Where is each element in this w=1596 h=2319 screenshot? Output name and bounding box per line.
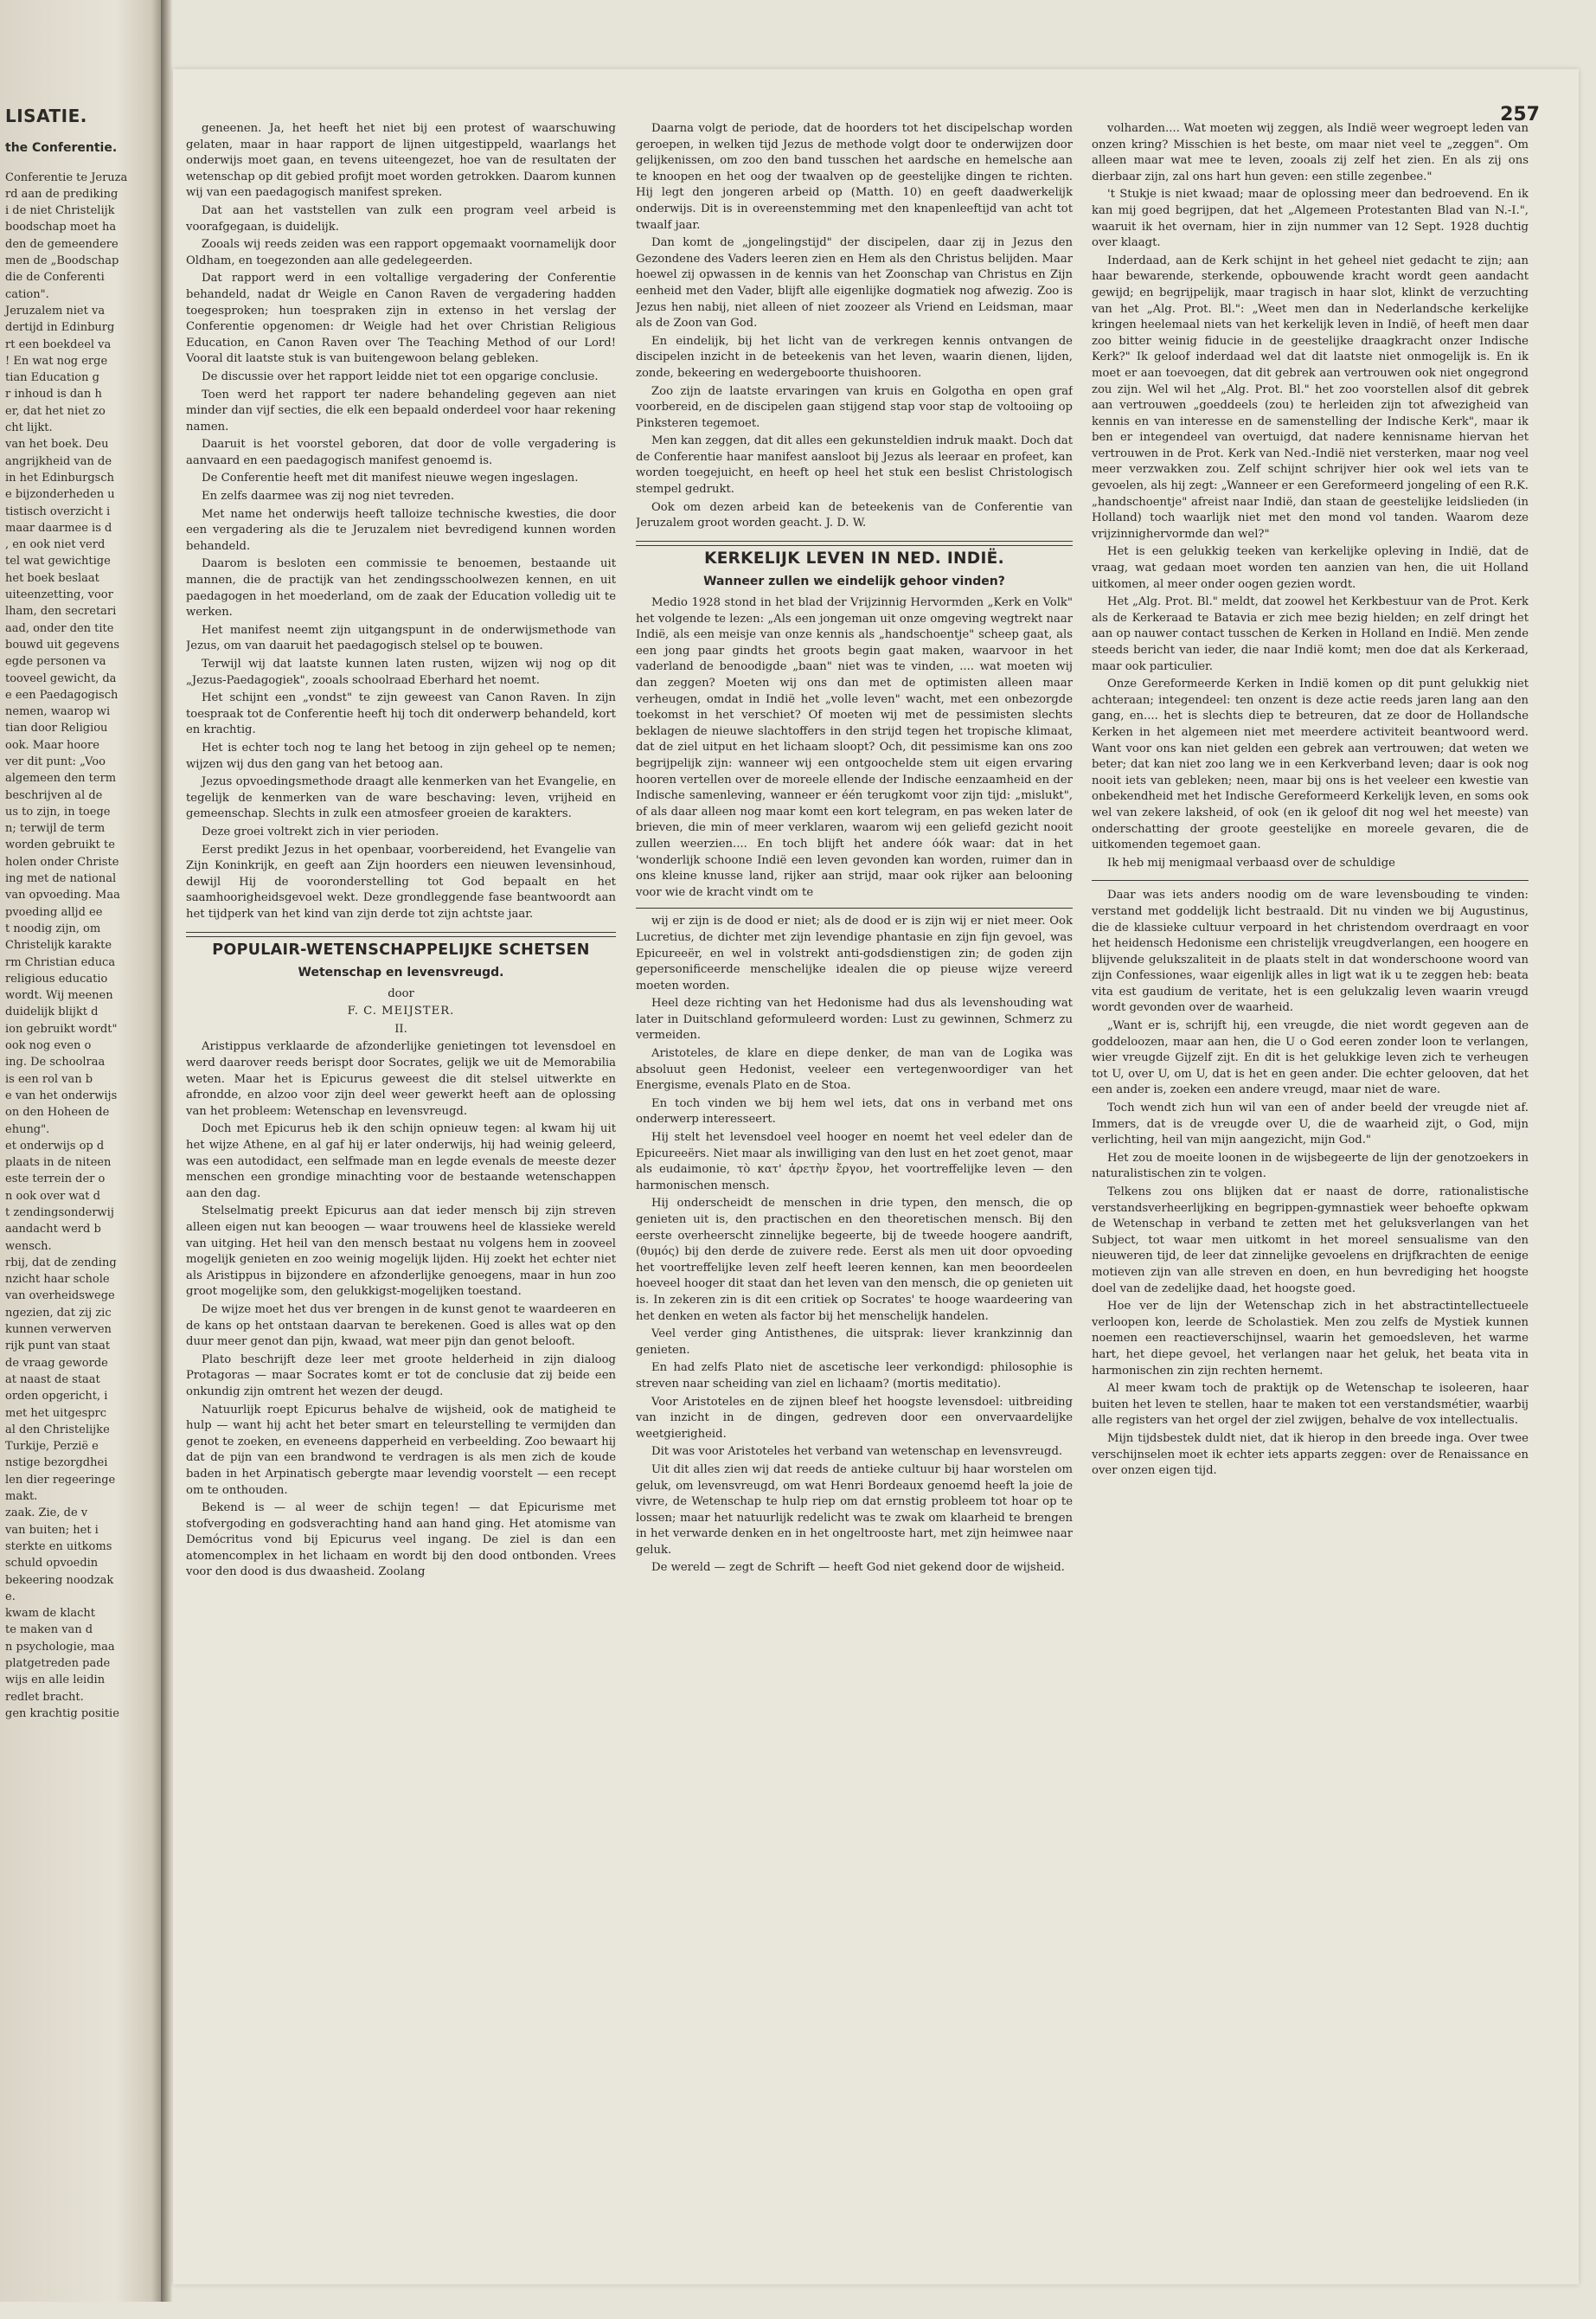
paragraph: Medio 1928 stond in het blad der Vrijzinnig Hervormden „Kerk en Volk" het volgende te lezen: „Als een jongeman uit onze omgeving wegtrekt naar Indië, als een meisje van onze kennis als „handschoentje" scheep gaat, als een jong paar gindts het groots begin gaat maken, waarvoor in het vaderland de benoodigde „baan" niet was te vinden, .... wat moeten wij dan zeggen? Moeten wij ons dan met de optimisten alleen maar verheugen, omdat in Indië het „volle leven" wacht, met een onbezorgde toekomst in het verschiet? Of moeten wij met de pessimisten slechts beklagen de nieuwe slachtoffers in den strijd tegen het tropische klimaat, dat de ziel uitput en het lichaam sloopt? Och, dit pessimisme kan ons zoo begrijpelijk zijn: wanneer wij een ontgoochelde stem uit eigen ervaring hooren vertellen over de moreele ellende der Indische eenzaamheid en der Indische samenleving, wanneer er één terugkomt voor zijn tijd: „mislukt", of als daar alleen nog maar komt een kort telegram, en pas weken later de brieven, die min of meer verklaren, waarom wij een geliefd gezicht nooit zullen weerzien.... En toch blijft het andere óók waar: dat in het 'wonderlijk schoone Indië een leven gevonden kan worden, ruimer dan in ons kleine knusse land, rijker aan strijd, maar ook rijker aan belooning voor wie de kracht vindt om te	[636, 596, 1073, 899]
fragment-line: er, dat het niet zo	[5, 404, 106, 418]
fragment-line: nstige bezorgdhei	[5, 1456, 108, 1470]
fragment-line: t zendingsonderwij	[5, 1206, 114, 1219]
paragraph: 't Stukje is niet kwaad; maar de oplossing meer dan bedroevend. En ik kan mij goed begrijpen, dat het „Algemeen Protestanten Blad van N.-I.", waaruit ik het overnam, hier in zijn nummer van 12 Sept. 1928 duchtig over klaagt.	[1092, 188, 1529, 250]
paragraph: Dit was voor Aristoteles het verband van wetenschap en levensvreugd.	[651, 1445, 1063, 1459]
kerkelijk-section-title: KERKELIJK LEVEN IN NED. INDIË.	[704, 549, 1004, 568]
paragraph: Bekend is — al weer de schijn tegen! — dat Epicurisme met stofvergoding en godsverachting hand aan hand ging. Het atomisme van Demócritus vond bij Epicurus veel ingang. De ziel is dan een atomencomplex in het lichaam en wordt bij den dood ontbonden. Vrees voor den dood is dus dwaasheid. Zoolang	[186, 1501, 616, 1579]
fragment-line: van overheidswege	[5, 1289, 115, 1303]
previous-page-fragment	[0, 0, 164, 2302]
fragment-line: redlet bracht.	[5, 1690, 84, 1704]
fragment-line: rd aan de prediking	[5, 187, 119, 201]
fragment-line: ver dit punt: „Voo	[5, 755, 106, 768]
fragment-line: n; terwijl de term	[5, 822, 106, 836]
paragraph: Aristoteles, de klare en diepe denker, de man van de Logika was absoluut geen Hedonist, veeleer een vertegenwoordiger van het Energisme, evenals Plato en de Stoa.	[636, 1047, 1073, 1093]
fragment-line: ! En wat nog erge	[5, 354, 108, 368]
column-3-continued-text	[1092, 888, 1529, 1479]
paragraph: Doch met Epicurus heb ik den schijn opnieuw tegen: al kwam hij uit het wijze Athene, en al gaf hij er later onderwijs, hij had weinig geleerd, was een autodidact, een selfmade man en legde evenals de meeste dezer menschen een grondige minachting voor de bestaande wetenschappen aan den dag.	[186, 1122, 616, 1200]
fragment-line: maar daarmee is d	[5, 521, 112, 535]
paragraph: Terwijl wij dat laatste kunnen laten rusten, wijzen wij nog op dit „Jezus-Paedagogiek", zooals schoolraad Eberhard het noemt.	[186, 658, 616, 687]
fragment-line: holen onder Christe	[5, 855, 119, 869]
fragment-line: n ook over wat d	[5, 1189, 100, 1203]
paragraph: Hij stelt het levensdoel veel hooger en noemt het veel edeler dan de Epicureeërs. Niet maar als inwilliging van den lust en het zoet genot, maar als eudaimonie, τὸ κατ' ἀρετὴν ἔργον, het voortreffelijke leven — den harmonischen mensch.	[636, 1131, 1073, 1192]
fragment-line: ook nog even o	[5, 1039, 92, 1053]
fragment-line: tian door Religiou	[5, 722, 108, 736]
byline-author: F. C. MEIJSTER.	[347, 1005, 455, 1018]
fragment-line: i de niet Christelijk	[5, 204, 115, 218]
fragment-line: in het Edinburgsch	[5, 471, 114, 485]
paragraph: Zooals wij reeds zeiden was een rapport opgemaakt voornamelijk door Oldham, en toegezonden aan alle gedelegeerden.	[186, 238, 616, 267]
section-divider	[636, 541, 1073, 542]
fragment-line: len dier regeeringe	[5, 1473, 116, 1487]
fragment-line: is een rol van b	[5, 1072, 93, 1086]
paragraph: „Want er is, schrijft hij, een vreugde, die niet wordt gegeven aan de goddeloozen, maar aan hen, die U o God eeren zonder loon te verlangen, wier vreugde Gijzelf zijt. En dit is het gelukkige leven zich te verheugen tot U, over U, om U, dat is het en geen ander. Die echter gelooven, dat het een ander is, zoeken een andere vreugd, maar niet de ware.	[1092, 1019, 1529, 1097]
fragment-line: cation".	[5, 287, 49, 301]
gutter-shadow	[161, 0, 173, 2302]
paragraph: De discussie over het rapport leidde niet tot een opgarige conclusie.	[202, 369, 599, 383]
fragment-line: Christelijk karakte	[5, 939, 112, 953]
paragraph: Het „Alg. Prot. Bl." meldt, dat zoowel het Kerkbestuur van de Prot. Kerk als de Kerkeraad te Batavia er zich mee bezig hielden; en zelf dringt het aan op nauwer contact tusschen de Kerken in Holland en Indië. Men zende steeds bericht van ieder, die naar Indië komt; men doe dat als Kerkeraad, maar ook particulier.	[1092, 595, 1529, 673]
fragment-line: us to zijn, in toege	[5, 805, 111, 819]
fragment-line: men de „Boodschap	[5, 254, 119, 268]
paragraph: Aristippus verklaarde de afzonderlijke genietingen tot levensdoel en werd daarover reeds berispt door Socrates, gelijk we uit de Memorabilia weten. Maar het is Epicurus geweest die dit stelsel uitwerkte en afrondde, en alzoo voor zijn deel weer gewerkt heeft aan de oplossing van het probleem: Wetenschap en levensvreugd.	[186, 1040, 616, 1118]
fragment-line: rm Christian educa	[5, 955, 116, 969]
paragraph: Jezus opvoedingsmethode draagt alle kenmerken van het Evangelie, en tegelijk de kenmerken van de ware beschaving: leven, vrijheid en gemeenschap. Slechts in zulk een atmosfeer groeien de karakters.	[186, 775, 616, 821]
fragment-line: met het uitgesprc	[5, 1406, 107, 1420]
fragment-line: wijs en alle leidin	[5, 1673, 106, 1687]
column-2-continued-text	[636, 914, 1073, 1577]
fragment-line: nzicht haar schole	[5, 1273, 110, 1287]
fragment-line: worden gebruikt te	[5, 838, 115, 852]
paragraph: Daarom is besloten een commissie te benoemen, bestaande uit mannen, die de practijk van het zendingsschoolwezen kennen, en uit paedagogen in het moederland, om de zaak der Education volledig uit te werken.	[186, 557, 616, 620]
paragraph: En eindelijk, bij het licht van de verkregen kennis ontvangen de discipelen inzicht in de beteekenis van het leven, waarin dienen, lijden, zonde, bekeering en wedergeboorte thuishooren.	[636, 334, 1073, 380]
fragment-line: ook. Maar hoore	[5, 738, 99, 752]
fragment-line: ion gebruikt wordt"	[5, 1022, 118, 1036]
paragraph: Mijn tijdsbestek duldt niet, dat ik hierop in den breede inga. Over twee verschijnselen moet ik echter iets apparts zeggen: over de Renaissance en over onzen eigen tijd.	[1092, 1431, 1529, 1478]
fragment-line: aandacht werd b	[5, 1223, 101, 1237]
fragment-line: uiteenzetting, voor	[5, 588, 113, 602]
newspaper-page	[173, 69, 1579, 2284]
section-divider	[636, 908, 1073, 909]
fragment-line: bekeering noodzak	[5, 1573, 114, 1587]
fragment-heading: LISATIE.	[5, 106, 87, 126]
paragraph: Stelselmatig preekt Epicurus aan dat ieder mensch bij zijn streven alleen eigen nut kan beoogen — waar trouwens heel de klassieke wereld van uitging. Het heil van den mensch bestaat nu volgens hem in zooveel mogelijk genieten en zoo weinig mogelijk lijden. Hij zoekt het echter niet als Aristippus in bijzondere en afzonderlijke genoegens, maar in hun zoo groot mogelijke som, den gelukkigst-mogelijken toestand.	[186, 1204, 616, 1299]
paragraph: Al meer kwam toch de praktijk op de Wetenschap te isoleeren, haar buiten het leven te stellen, haar te maken tot een verstandsmétier, waarbij alle registers van het orgel der ziel zwijgen, behalve de vox intellectualis.	[1092, 1382, 1529, 1428]
kerkelijk-subtitle: Wanneer zullen we eindelijk gehoor vinden?	[703, 575, 1005, 589]
paragraph: Zoo zijn de laatste ervaringen van kruis en Golgotha en open graf voorbereid, en de discipelen gaan stijgend stap voor stap de voltooiing op Pinksteren tegemoet.	[636, 384, 1073, 430]
paragraph: Met name het onderwijs heeft talloize technische kwesties, die door een vergadering als die te Jeruzalem niet bevredigend kunnen worden behandeld.	[186, 507, 616, 553]
fragment-line: ing met de national	[5, 872, 117, 886]
paragraph: Men kan zeggen, dat dit alles een gekunsteldien indruk maakt. Doch dat de Conferentie haar manifest aansloot bij Jezus als leeraar en profeet, kan worden toegejuicht, en heeft op heel het stuk een beslist Christologisch stempel gedrukt.	[636, 434, 1073, 497]
fragment-line: schuld opvoedin	[5, 1557, 99, 1571]
fragment-line: Turkije, Perzië e	[5, 1440, 99, 1454]
paragraph: Het schijnt een „vondst" te zijn geweest van Canon Raven. In zijn toespraak tot de Conferentie heeft hij toch dit onderwerp behandeld, kort en krachtig.	[186, 691, 616, 737]
paragraph: Onze Gereformeerde Kerken in Indië komen op dit punt gelukkig niet achteraan; integendeel: ten onzent is deze actie reeds jaren lang aan den gang, en.... het is slechts diep te betreuren, dat ze door de Hollandsche Kerken in het algemeen niet met meerdere activiteit beantwoord werd. Want voor ons kan niet gelden een gebrek aan vertrouwen; dat weten we beter; dat kan niet zoo lang we in een Kerkverband leven; daar is ook nog nooit iets van gebleken; neen, maar bij ons is het veeleer een kwestie van onbekendheid met het Indische Gereformeerd Kerkelijk leven, en soms ook wel van zekere laksheid, of ook (en ik geloof dit nog wel het meeste) van onderschatting der groote geestelijke en moreele gevaren, die de uitkomenden tegemoet gaan.	[1092, 678, 1529, 852]
fragment-line: ehung".	[5, 1122, 50, 1136]
section-divider	[186, 936, 616, 937]
fragment-line: lham, den secretari	[5, 605, 117, 619]
column-1	[186, 121, 616, 2319]
fragment-line: cht lijkt.	[5, 421, 53, 435]
column-2	[636, 121, 1073, 2319]
article-title: Wetenschap en levensvreugd.	[298, 966, 504, 980]
paragraph: De Conferentie heeft met dit manifest nieuwe wegen ingeslagen.	[202, 472, 579, 485]
byline-door: door	[388, 986, 414, 1000]
paragraph: De wereld — zegt de Schrift — heeft God niet gekend door de wijsheid.	[651, 1561, 1065, 1575]
fragment-line: boodschap moet ha	[5, 221, 117, 234]
fragment-line: e van het onderwijs	[5, 1089, 118, 1102]
fragment-line: van het boek. Deu	[5, 438, 109, 452]
fragment-line: Jeruzalem niet va	[5, 304, 106, 318]
paragraph: Hoe ver de lijn der Wetenschap zich in het abstractintellectueele verloopen kon, leerde de Scholastiek. Men zou zelfs de Mystiek kunnen noemen een reactieverschijnsel, waarin het gemoedsleven, het warme hart, het diepe gevoel, het verlangen naar het geluk, het beata vita in harmonischen zin zijn rechten hernemt.	[1092, 1300, 1529, 1378]
paragraph: Dat aan het vaststellen van zulk een program veel arbeid is voorafgegaan, is duidelijk.	[186, 203, 616, 234]
fragment-line: kunnen verwerven	[5, 1323, 112, 1337]
fragment-line: beschrijven al de	[5, 788, 103, 802]
paragraph: Het is echter toch nog te lang het betoog in zijn geheel op te nemen; wijzen wij dus den gang van het betoog aan.	[186, 741, 616, 771]
paragraph: volharden.... Wat moeten wij zeggen, als Indië weer wegroept leden van onzen kring? Misschien is het beste, om maar niet veel te „zeggen". Om alleen maar wat mee te leven, zooals zij zelf het zien. En als zij ons dierbaar zijn, zal ons hart hun geven: een stille zegenbee."	[1092, 122, 1529, 183]
fragment-line: wordt. Wij meenen	[5, 989, 113, 1003]
fragment-line: n psychologie, maa	[5, 1640, 115, 1654]
fragment-line: rbij, dat de zending	[5, 1256, 117, 1269]
fragment-line: religious educatio	[5, 972, 108, 986]
section-divider	[1092, 880, 1529, 881]
fragment-line: at naast de staat	[5, 1372, 100, 1386]
fragment-subheading: the Conferentie.	[5, 141, 118, 156]
paragraph: Ook om dezen arbeid kan de beteekenis van de Conferentie van Jeruzalem groot worden geacht. J. D. W.	[636, 500, 1073, 530]
paragraph: Daarna volgt de periode, dat de hoorders tot het discipelschap worden geroepen, in welken tijd Jezus de methode volgt door te onderwijzen door gelijkenissen, om zoo den band tusschen het aardsche en hemelsche aan te knoopen en het oog der twaalven op de geestelijke dingen te richten. Hij legt den jongeren arbeid op (Matth. 10) en geeft daadwerkelijk onderwijs. Dit is in overeenstemming met den knapenleeftijd van acht tot twaalf jaar.	[636, 122, 1073, 232]
popular-section-title: POPULAIR-WETENSCHAPPELIJKE SCHETSEN	[212, 941, 590, 959]
fragment-line: al den Christelijke	[5, 1423, 110, 1436]
fragment-line: gen krachtig positie	[5, 1706, 119, 1720]
column-3	[1092, 121, 1529, 2319]
section-divider	[186, 932, 616, 933]
paragraph: Heel deze richting van het Hedonisme had dus als levenshouding wat later in Duitschland geformuleerd worden: Lust zu gewinnen, Schmerz zu vermeiden.	[636, 997, 1073, 1043]
paragraph: Toen werd het rapport ter nadere behandeling gegeven aan niet minder dan vijf secties, die elk een bepaald onderdeel voor haar rekening namen.	[186, 388, 616, 434]
kerkelijk-article-text	[636, 595, 1073, 901]
fragment-line: egde personen va	[5, 655, 106, 669]
page-number: 257	[1500, 104, 1540, 125]
fragment-line: ngezien, dat zij zic	[5, 1306, 112, 1320]
fragment-line: van opvoeding. Maa	[5, 889, 120, 903]
fragment-line: angrijkheid van de	[5, 454, 112, 468]
fragment-line: duidelijk blijkt d	[5, 1005, 99, 1019]
fragment-line: pvoeding alljd ee	[5, 905, 103, 919]
paragraph: wij er zijn is de dood er niet; als de dood er is zijn wij er niet meer. Ook Lucretius, de dichter met zijn levendige phantasie en zijn fijn gevoel, was Epicureeër, en wel in volstrekt anti-godsdienstigen zin; de goden zijn gepersonificeerde menschelijke idealen die op pieuse wijze vereerd moeten worden.	[636, 915, 1073, 992]
fragment-line: van buiten; het i	[5, 1523, 99, 1537]
fragment-line: de vraag geworde	[5, 1356, 108, 1370]
paragraph: Voor Aristoteles en de zijnen bleef het hoogste levensdoel: uitbreiding van inzicht in de dingen, gedreven door een onvervaardelijke weetgierigheid.	[636, 1395, 1073, 1441]
paragraph: Hij onderscheidt de menschen in drie typen, den mensch, die op genieten uit is, den practischen en den theoretischen mensch. Bij den eerste overheerscht zinnelijke begeerte, bij de tweede hoogere aandrift, (θυμός) bij den derde de zuivere rede. Eerst als men uit door opvoeding het voortreffelijke leven zelf heeft leeren kennen, kan men beoordeelen hoeveel hooger dit staat dan het leven van den mensch, die op genieten uit is. In zekeren zin is dit een critiek op Socrates' te hooge waardeering van het denken en weten als factor bij het menschelijk handelen.	[636, 1197, 1073, 1323]
fragment-line: zaak. Zie, de v	[5, 1506, 88, 1520]
column-2-text	[636, 121, 1073, 532]
paragraph: Daar was iets anders noodig om de ware levensbouding te vinden: verstand met goddelijk licht bestraald. Dit nu vinden we bij Augustinus, die de klassieke cultuur verpoard in het christendom overdraagt en voor het heidensch Hedonisme een christelijk vreugdverlangen, een hoogere en blijvende gelukszaliteit in de plaats stelt in dat wonderschoone woord van zijn Confessiones, waar eigenlijk alles in ligt wat ik u te zeggen heb: beata vita est gaudium de veritate, het is een gelukzalig leven waarin vreugd wordt gevonden over de waarheid.	[1092, 889, 1529, 1015]
paragraph: Ik heb mij menigmaal verbaasd over de schuldige	[1107, 856, 1395, 870]
paragraph: Eerst predikt Jezus in het openbaar, voorbereidend, het Evangelie van Zijn Koninkrijk, en geeft aan Zijn hoorders een nieuwen levensinhoud, dewijl Hij de vooronderstelling tot God bepaalt en het saamhoorigheidsgevoel wekt. Deze grondleggende fase beantwoordt aan het tijdperk van het kind van zijn derde tot zijn achtste jaar.	[186, 843, 616, 921]
popular-article-text	[186, 1039, 616, 1581]
fragment-line: e bijzonderheden u	[5, 488, 115, 502]
fragment-line: die de Conferenti	[5, 271, 105, 285]
paragraph: En toch vinden we bij hem wel iets, dat ons in verband met ons onderwerp interesseert.	[636, 1096, 1073, 1127]
fragment-lines	[5, 170, 157, 1723]
fragment-line: e.	[5, 1590, 16, 1603]
fragment-line: on den Hoheen de	[5, 1106, 110, 1120]
paragraph: Dat rapport werd in een voltallige vergadering der Conferentie behandeld, nadat dr Weigle en Canon Raven de vergadering hadden toegesproken; hun toespraken zijn in extenso in het verslag der Conferentie opgenomen: dr Weigle had het over Christian Religious Education, en Canon Raven over The Teaching Method of our Lord! Vooral dit laatste stuk is van buitengewoon belang gebleken.	[186, 272, 616, 366]
paragraph: En had zelfs Plato niet de ascetische leer verkondigd: philosophie is streven naar scheiding van ziel en lichaam? (mortis meditatio).	[636, 1361, 1073, 1391]
fragment-line: t noodig zijn, om	[5, 922, 101, 935]
fragment-line: aad, onder den tite	[5, 621, 114, 635]
fragment-line: platgetreden pade	[5, 1657, 111, 1671]
fragment-line: Conferentie te Jeruza	[5, 170, 128, 184]
paragraph: De wijze moet het dus ver brengen in de kunst genot te waardeeren en de kans op het ontstaan daarvan te berekenen. Goed is alles wat op den duur meer genot dan pijn, kwaad, wat meer pijn dan genot belooft.	[186, 1302, 616, 1349]
paragraph: Daaruit is het voorstel geboren, dat door de volle vergadering is aanvaard en een paedagogisch manifest genoemd is.	[186, 438, 616, 467]
fragment-line: et onderwijs op d	[5, 1139, 105, 1153]
part-numeral: II.	[394, 1022, 407, 1036]
paragraph: geneenen. Ja, het heeft het niet bij een protest of waarschuwing gelaten, maar in haar rapport de lijnen uitgestippeld, waarlangs het onderwijs moet gaan, en tevens uiteengezet, hoe van de resultaten der wetenschap op dit gebied profijt moet worden getrokken. Daarom kunnen wij van een paedagogisch manifest spreken.	[186, 122, 616, 200]
fragment-line: , en ook niet verd	[5, 538, 106, 552]
fragment-line: kwam de klacht	[5, 1607, 96, 1621]
paragraph: Het is een gelukkig teeken van kerkelijke opleving in Indië, dat de vraag, wat gedaan moet worden ten aanzien van hen, die uit Holland uitkomen, al meer onder oogen gezien wordt.	[1092, 545, 1529, 591]
fragment-line: ing. De schoolraa	[5, 1056, 106, 1070]
fragment-line: wensch.	[5, 1239, 52, 1253]
fragment-line: den de gemeendere	[5, 237, 119, 251]
paragraph: Toch wendt zich hun wil van een of ander beeld der vreugde niet af. Immers, dat is de vreugde over U, die de waarheid zijt, o God, mijn verlichting, heil van mijn aangezicht, mijn God."	[1092, 1102, 1529, 1147]
fragment-line: orden opgericht, i	[5, 1390, 108, 1404]
paragraph: En zelfs daarmee was zij nog niet tevreden.	[202, 490, 455, 504]
paragraph: Plato beschrijft deze leer met groote helderheid in zijn dialoog Protagoras — maar Socrates komt er tot de conclusie dat zij beide een onkundig zijn omtrent het wezen der deugd.	[186, 1352, 616, 1398]
fragment-line: rijk punt van staat	[5, 1339, 111, 1353]
fragment-line: r inhoud is dan h	[5, 388, 102, 401]
paragraph: Telkens zou ons blijken dat er naast de dorre, rationalistische verstandsverheerlijking en begrippen-gymnastiek weer behoefte opkwam de Wetenschap in verband te zetten met het geluksverlangen van het Subject, tot waar men uitkomt in het moreel sensualisme van den nieuweren tijd, de leer dat zinnelijke gevoelens en drijfkrachten de eenige motieven zijn van alle streven en doen, en hun bevrediging het hoogste doel van de zedelijke daad, het hoogste goed.	[1092, 1185, 1529, 1295]
fragment-line: plaats in de niteen	[5, 1156, 112, 1170]
fragment-line: het boek beslaat	[5, 571, 99, 585]
fragment-line: rt een boekdeel va	[5, 337, 112, 351]
fragment-line: tel wat gewichtige	[5, 555, 111, 569]
paragraph: Het zou de moeite loonen in de wijsbegeerte de lijn der genotzoekers in naturalistischen zin te volgen.	[1092, 1151, 1529, 1181]
paragraph: Inderdaad, aan de Kerk schijnt in het geheel niet gedacht te zijn; aan haar bewarende, sterkende, opbouwende kracht wordt geen aandacht gewijd; en begrijpelijk, maar tragisch in haar slot, klinkt de verzuchting van het „Alg. Prot. Bl.": „Weet men dan in Nederlandsche kerkelijke kringen heelemaal niets van het kerkelijk leven in Indië, of heeft men daar zoo bitter weinig fiducie in de geestelijke draagkracht onzer Indische Kerk?" Ik geloof inderdaad wel dat dit laatste niet onmogelijk is. En ik moet er aan toevoegen, dat dit gebrek aan vertrouwen ook niet ongegrond zou zijn. Wel wil het „Alg. Prot. Bl." het zoo voorstellen alsof dit gebrek aan vertrouwen „goeddeels (zou) te herleiden zijn tot afwezigheid van kennis en van interesse en de samenstelling der Indische Kerk", maar ik ben er integendeel van overtuigd, dat nadere kennisname hiervan het vertrouwen in de Prot. Kerk van Ned.-Indië niet versterken, maar nog veel meer verzwakken zou. Zelf schijnt schrijver hier ook wel iets van te gevoelen, als hij zegt: „Wanneer er een Gereformeerd jongeling of een R.K. „handschoentje" afreist naar Indië, dan staan de geestelijke leidslieden (in Holland) toch waarlijk niet met den mond vol tanden. Waarom deze vrijzinnighervormde dan wel?"	[1092, 254, 1529, 541]
fragment-line: e een Paedagogisch	[5, 688, 119, 702]
fragment-line: sterkte en uitkoms	[5, 1539, 112, 1553]
fragment-line: tian Education g	[5, 371, 99, 385]
column-1-text	[186, 121, 616, 923]
fragment-line: algemeen den term	[5, 772, 117, 786]
paragraph: Uit dit alles zien wij dat reeds de antieke cultuur bij haar worstelen om geluk, om levensvreugd, om wat Henri Bordeaux genoemd heeft la joie de vivre, de Wetenschap te hulp riep om dat ernstig probleem tot hoar op te lossen; maar het natuurlijk redelicht was te zwak om klaarheid te brengen in het verwarde denken en in het ongeltroostе hart, met zijn heimwee naar geluk.	[636, 1462, 1073, 1557]
fragment-line: makt.	[5, 1490, 38, 1504]
section-divider	[636, 545, 1073, 546]
paragraph: Het manifest neemt zijn uitgangspunt in de onderwijsmethode van Jezus, om van daaruit het paedagogisch stelsel op te bouwen.	[186, 623, 616, 653]
fragment-line: tooveel gewicht, da	[5, 671, 117, 685]
fragment-line: dertijd in Edinburg	[5, 321, 115, 335]
fragment-line: este terrein der o	[5, 1172, 106, 1186]
fragment-line: tistisch overzicht i	[5, 504, 111, 518]
paragraph: Natuurlijk roept Epicurus behalve de wijsheid, ook de matigheid te hulp — want hij acht het beter smart en teleurstelling te vermijden dan genot te zoeken, en eveneens dapperheid en verbeelding. Zoo bewaart hij dat de pijn van een brandwond te verdragen is als men zich de koude baden in het Arpinatisch gebergte maar levendig voorstelt — een recept om te onthouden.	[186, 1403, 616, 1497]
fragment-line: nemen, waarop wi	[5, 705, 111, 719]
paragraph: Veel verder ging Antisthenes, die uitsprak: liever krankzinnig dan genieten.	[636, 1327, 1073, 1357]
fragment-line: te maken van d	[5, 1623, 93, 1637]
fragment-line: bouwd uit gegevens	[5, 638, 120, 652]
paragraph: Deze groei voltrekt zich in vier perioden.	[202, 825, 439, 838]
column-3-text	[1092, 121, 1529, 871]
paragraph: Dan komt de „jongelingstijd" der discipelen, daar zij in Jezus den Gezondene des Vaders leeren zien en Hem als den Christus belijden. Maar hoewel zij opwassen in de kennis van het Zoonschap van Christus en Zijn eenheid met den Vader, blijft alle eigenlijke dogmatiek nog afwezig. Zoo is Jezus hen nabij, niet alleen of niet zoozeer als Vriend en Leidsman, maar als de Zoon van God.	[636, 236, 1073, 331]
